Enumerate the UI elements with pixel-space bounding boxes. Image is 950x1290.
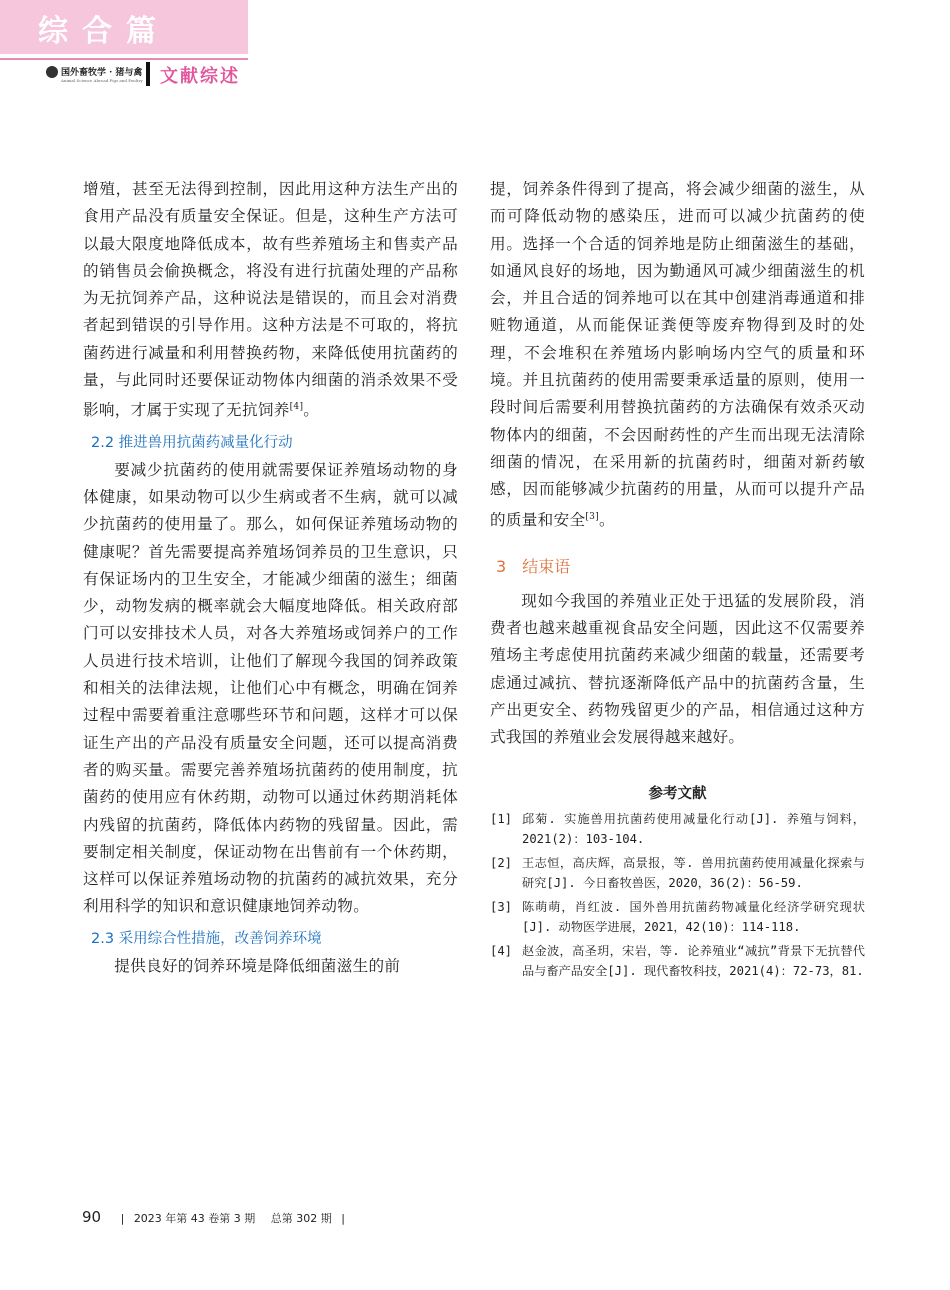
reference-item: [3] 陈萌萌，肖红波. 国外兽用抗菌药物减量化经济学研究现状[J]. 动物医学进展，2021，42(10)：114-118.: [490, 899, 865, 935]
citation: [3]: [585, 511, 600, 522]
heading-2-2: 2.2 推进兽用抗菌药减量化行动: [91, 434, 293, 451]
citation: [4]: [289, 402, 304, 413]
section-title: 综合篇: [38, 14, 170, 49]
right-column: [490, 176, 865, 985]
magazine-name: 国外畜牧学 · 猪与禽: [61, 68, 143, 78]
page-number: 90: [82, 1208, 102, 1226]
paragraph: 要减少抗菌药的使用就需要保证养殖场动物的身体健康，如果动物可以少生病或者不生病，就可以减少抗菌药的使用量了。那么，如何保证养殖场动物的健康呢？首先需要提高养殖场饲养员的卫生意识，只有保证场内的卫生安全，才能减少细菌的滋生；细菌少，动物发病的概率就会大幅度地降低。相关政府部门可以安排技术人员，对各大养殖场或饲养户的工作人员进行技术培训，让他们了解现今我国的饲养政策和相关的法律法规，让他们心中有概念，明确在饲养过程中需要着重注意哪些环节和问题，这样才可以保证生产出的产品没有质量安全问题，还可以提高消费者的购买量。需要完善养殖场抗菌药的使用制度，抗菌药的使用应有休药期，动物可以通过休药期消耗体内残留的抗菌药，降低体内药物的残留量。因此，需要制定相关制度，保证动物在出售前有一个休药期，这样可以保证养殖场动物的抗菌药的减抗效果，充分利用科学的知识和意识健康地饲养动物。: [83, 460, 458, 916]
heading-2-3: 2.3 采用综合性措施，改善饲养环境: [91, 930, 322, 947]
left-column: [83, 176, 458, 980]
reference-item: [2] 王志恒，高庆辉，高景报，等. 兽用抗菌药使用减量化探索与研究[J]. 今日畜牧兽医，2020，36(2)：56-59.: [490, 855, 865, 891]
references-title: 参考文献: [648, 785, 707, 802]
magazine-english-name: Animal Science Abroad Pigs and Poultry: [61, 78, 143, 83]
issue-info: 2023 年第 43 卷第 3 期: [133, 1212, 256, 1225]
section-banner: [0, 0, 248, 54]
subsection-title: 文献综述: [160, 66, 240, 87]
page-footer: 90 | 2023 年第 43 卷第 3 期 总第 302 期 |: [82, 1208, 346, 1226]
header-rule: [0, 58, 248, 60]
reference-item: [1] 邱菊. 实施兽用抗菌药使用减量化行动[J]. 养殖与饲料，2021(2)：103-104.: [490, 811, 865, 847]
logo-icon: [46, 66, 58, 78]
paragraph: 提供良好的饲养环境是降低细菌滋生的前: [114, 956, 401, 975]
total-issue: 总第 302 期: [270, 1212, 332, 1225]
heading-3: 3 结束语: [496, 556, 571, 576]
magazine-logo: [46, 64, 143, 86]
reference-item: [4] 赵金波，高圣玥，宋岩，等. 论养殖业“减抗”背景下无抗替代品与畜产品安全[J]. 现代畜牧科技，2021(4)：72-73，81.: [490, 943, 865, 979]
paragraph: 提，饲养条件得到了提高，将会减少细菌的滋生，从而可降低动物的感染压，进而可以减少抗菌药的使用。选择一个合适的饲养地是防止细菌滋生的基础，如通风良好的场地，因为勤通风可减少细菌滋生的机会，并且合适的饲养地可以在其中创建消毒通道和排赃物通道，从而能保证粪便等废弃物得到及时的处理，不会堆积在养殖场内影响场内空气的质量和环境。并且抗菌药的使用需要秉承适量的原则，使用一段时间后需要利用替换抗菌药的方法确保有效杀灭动物体内的细菌，不会因耐药性的产生而出现无法清除细菌的情况，在采用新的抗菌药时，细菌对新药敏感，因而能够减少抗菌药的用量，从而可以提升产品的质量和安全[3]。: [490, 180, 865, 529]
header-divider: [146, 62, 150, 86]
paragraph: 增殖，甚至无法得到控制，因此用这种方法生产出的食用产品没有质量安全保证。但是，这种生产方法可以最大限度地降低成本，故有些养殖场主和售卖产品的销售员会偷换概念，将没有进行抗菌处理的产品称为无抗饲养产品，这种说法是错误的，而且会对消费者起到错误的引导作用。这种方法是不可取的，将抗菌药进行减量和利用替换药物，来降低使用抗菌药的量，与此同时还要保证动物体内细菌的消杀效果不受影响，才属于实现了无抗饲养[4]。: [83, 180, 458, 420]
paragraph: 现如今我国的养殖业正处于迅猛的发展阶段，消费者也越来越重视食品安全问题，因此这不仅需要养殖场主考虑使用抗菌药来减少细菌的载量，还需要考虑通过减抗、替抗逐渐降低产品中的抗菌药含量，生产出更安全、药物残留更少的产品，相信通过这种方式我国的养殖业会发展得越来越好。: [490, 591, 865, 747]
